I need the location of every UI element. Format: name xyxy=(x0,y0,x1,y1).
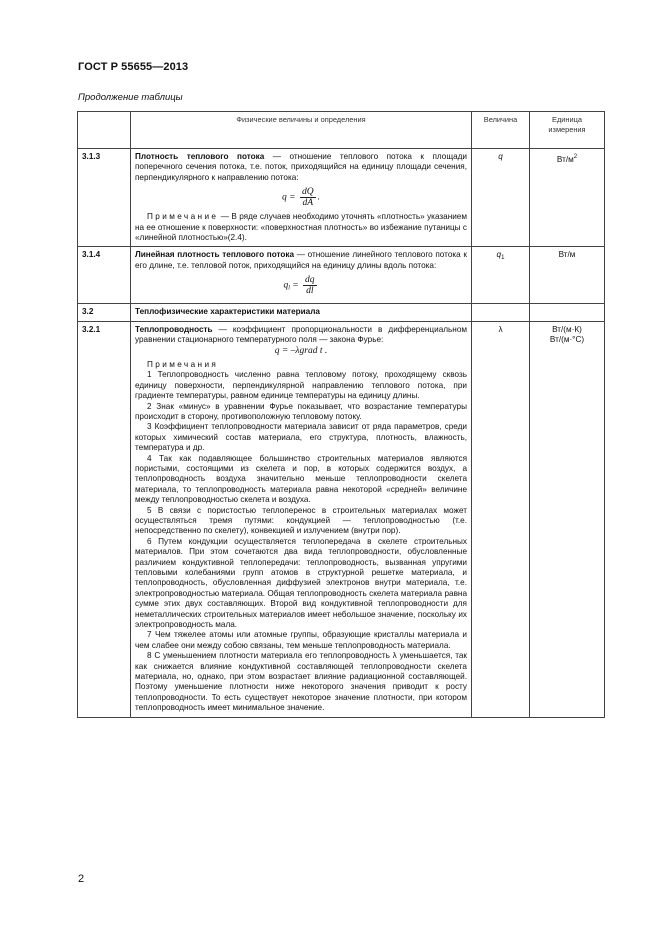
formula-equals: = xyxy=(292,280,299,291)
formula-denominator: dl xyxy=(306,286,314,297)
formula-denominator: dA xyxy=(302,198,314,209)
formula-tail: . xyxy=(317,192,320,203)
formula xyxy=(135,187,467,208)
row-num: 3.1.4 xyxy=(78,247,131,304)
row-num: 3.1.3 xyxy=(78,149,131,247)
formula-fraction xyxy=(300,187,316,208)
definitions-table xyxy=(77,111,605,718)
header-definition: Физические величины и определения xyxy=(131,112,472,149)
row-num: 3.2 xyxy=(78,304,131,321)
unit-line: Вт/(м·°С) xyxy=(549,335,585,345)
section-title: Теплофизические характеристики материала xyxy=(131,304,472,321)
row-definition xyxy=(131,149,472,247)
row-unit xyxy=(530,149,605,247)
formula-numerator: dQ xyxy=(301,187,314,198)
formula-numerator: dq xyxy=(305,275,315,286)
unit-base: Вт/м xyxy=(556,155,574,164)
formula-lhs: q = xyxy=(282,192,296,203)
header-quantity: Величина xyxy=(472,112,530,149)
row-num: 3.2.1 xyxy=(78,321,131,717)
formula-lhs-subscript: l xyxy=(288,285,290,292)
term: Линейная плотность теплового потока xyxy=(135,250,295,260)
formula: q = –λgrad t . xyxy=(274,346,328,357)
note-item: 6 Путем кондукции осуществляется теплопередача в скелете строительных материалов. При этом сочетаются два вида теплопроводности, обусловленные различием кондуктивной теплопередачи: теплопроводность, вызванная упругими тепловыми колебаниями групп атомов в структурной решетке материала, и теплопроводность, обусловленная диффузией электронов внутри материала, т.е. электропроводностью материала. Общая теплопроводность скелета материала равна сумме этих двух составляющих. Второй вид кондуктивной теплопроводности для неметаллических строительных материалов имеет небольшое значение, поскольку их электропроводность мала. xyxy=(135,536,467,630)
row-unit xyxy=(530,304,605,321)
note-label: Примечание xyxy=(147,212,219,222)
note-item: 4 Так как подавляющее большинство строительных материалов являются пористыми, состоящими из скелета и пор, в которых содержится воздух, а теплопроводность воздуха значительно меньше теплопроводности скелета материала, то теплопроводность материала равна некоторой «средней» величине между теплопроводностью скелета и воздуха. xyxy=(135,453,467,505)
table-row xyxy=(78,247,605,304)
row-unit xyxy=(530,321,605,717)
table-row xyxy=(78,149,605,247)
table-row xyxy=(78,321,605,717)
table-continuation-label: Продолжение таблицы xyxy=(78,92,183,103)
unit-superscript: 2 xyxy=(573,154,578,160)
term: Теплопроводность xyxy=(135,324,213,334)
note-item: 8 С уменьшением плотности материала его теплопроводность λ уменьшается, так как снижается влияние кондуктивной составляющей теплопроводности скелета материала, но, однако, при этом возрастает влияние радиационной составляющей. Поэтому уменьшение плотности ниже некоторого значения приводит к росту теплопроводности. То есть существует некоторое значение плотности, при котором теплопроводность имеет минимальное значение. xyxy=(135,651,467,713)
document-code: ГОСТ Р 55655—2013 xyxy=(78,61,189,73)
term: Плотность теплового потока xyxy=(135,152,265,161)
row-definition xyxy=(131,321,472,717)
term-text: — отношение линейного теплового потока к его длине, т.е. тепловой поток, приходящийся на единицу длины вдоль потока: xyxy=(135,250,467,270)
formula-fraction xyxy=(303,275,317,296)
formula xyxy=(135,275,467,296)
note-item: 3 Коэффициент теплопроводности материала зависит от ряда параметров, среди которых химический состав материала, его структура, плотность, влажность, температура и др. xyxy=(135,422,467,453)
section-row xyxy=(78,304,605,321)
formula-lhs: q xyxy=(283,280,289,291)
notes-label: Примечания xyxy=(147,359,219,369)
row-quantity xyxy=(472,304,530,321)
term-text: — коэффициент пропорциональности в дифференциальном уравнении стационарного температурного поля — закона Фурье: xyxy=(135,324,467,345)
table-header-row xyxy=(78,112,605,149)
term-text: — отношение теплового потока к площади поперечного сечения потока, т.е. поток, приходящийся на единицу площади сечения, перпендикулярного к направлению потока: xyxy=(135,152,467,182)
note-item: 1 Теплопроводность численно равна тепловому потоку, проходящему сквозь единицу поверхности, перпендикулярной направлению теплового потока, при градиенте температуры, равном единице температуры на единицу длины. xyxy=(135,370,467,401)
page-number: 2 xyxy=(78,873,85,885)
quantity-base: q xyxy=(496,250,502,260)
unit-line: Вт/(м·К) xyxy=(552,324,582,334)
note-text: — В ряде случаев необходимо уточнять «плотность» указанием на ее отношение к поверхности: «поверхностная плотность» во избежание путаницы с «линейной плотностью»(2.4). xyxy=(135,212,467,243)
row-quantity: q xyxy=(472,149,530,247)
row-unit: Вт/м xyxy=(530,247,605,304)
row-quantity xyxy=(472,247,530,304)
header-unit: Единица измерения xyxy=(530,112,605,149)
note-item: 2 Знак «минус» в уравнении Фурье показывает, что возрастание температуры происходит в сторону, противоположную тепловому потоку. xyxy=(135,401,467,421)
note-item: 5 В связи с пористостью теплоперенос в строительных материалах может осуществляться тремя путями: кондукцией — теплопроводностью (т.е. непосредственно по скелету), конвекцией и излучением (внутри пор). xyxy=(135,505,467,536)
row-definition xyxy=(131,247,472,304)
row-quantity: λ xyxy=(472,321,530,717)
note-item: 7 Чем тяжелее атомы или атомные группы, образующие кристаллы материала и чем слабее они между собою связаны, тем меньше теплопроводность материала. xyxy=(135,630,467,650)
header-num xyxy=(78,112,131,149)
quantity-subscript: 1 xyxy=(501,255,505,262)
